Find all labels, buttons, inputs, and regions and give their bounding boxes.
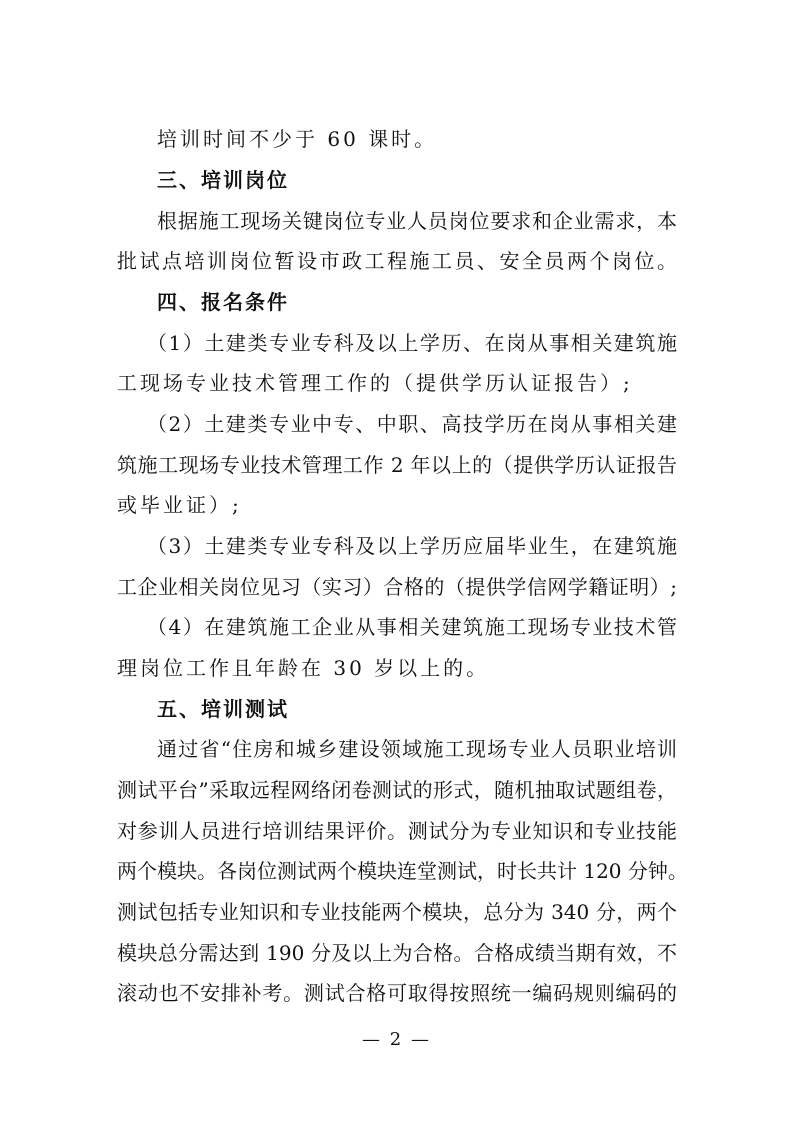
paragraph-line: 两个模块。各岗位测试两个模块连堂测试，时长共计 120 分钟。 [117,859,688,883]
paragraph-line: 滚动也不安排补考。测试合格可取得按照统一编码规则编码的 [117,981,677,1005]
paragraph-line: 筑施工现场专业技术管理工作 2 年以上的（提供学历认证报告 [117,453,677,477]
paragraph-line: 测试包括专业知识和专业技能两个模块，总分为 340 分，两个 [117,900,677,924]
paragraph-line: 培训时间不少于 60 课时。 [157,127,438,151]
section-heading-requirements: 四、报名条件 [157,290,289,314]
paragraph-line: 批试点培训岗位暂设市政工程施工员、安全员两个岗位。 [117,249,677,273]
paragraph-line: 对参训人员进行培训结果评价。测试分为专业知识和专业技能 [117,819,677,843]
paragraph-line: （3）土建类专业专科及以上学历应届毕业生，在建筑施 [147,534,677,558]
paragraph-line: （4）在建筑施工企业从事相关建筑施工现场专业技术管 [147,615,677,639]
paragraph-line: 模块总分需达到 190 分及以上为合格。合格成绩当期有效，不 [117,941,677,965]
section-heading-positions: 三、培训岗位 [157,168,289,192]
section-heading-testing: 五、培训测试 [157,697,289,721]
paragraph-line: 理岗位工作且年龄在 30 岁以上的。 [117,656,490,680]
paragraph-line: （1）土建类专业专科及以上学历、在岗从事相关建筑施 [147,331,677,355]
paragraph-line: 测试平台”采取远程网络闭卷测试的形式，随机抽取试题组卷， [117,778,677,802]
paragraph-line: 工企业相关岗位见习（实习）合格的（提供学信网学籍证明）; [117,575,677,599]
paragraph-line: 或毕业证）; [117,493,242,517]
paragraph-line: 根据施工现场关键岗位专业人员岗位要求和企业需求，本 [157,209,677,233]
paragraph-line: 通过省“住房和城乡建设领域施工现场专业人员职业培训 [157,737,677,761]
paragraph-line: 工现场专业技术管理工作的（提供学历认证报告）; [117,371,633,395]
page-number: — 2 — [362,1029,431,1050]
paragraph-line: （2）土建类专业中专、中职、高技学历在岗从事相关建 [147,412,677,436]
